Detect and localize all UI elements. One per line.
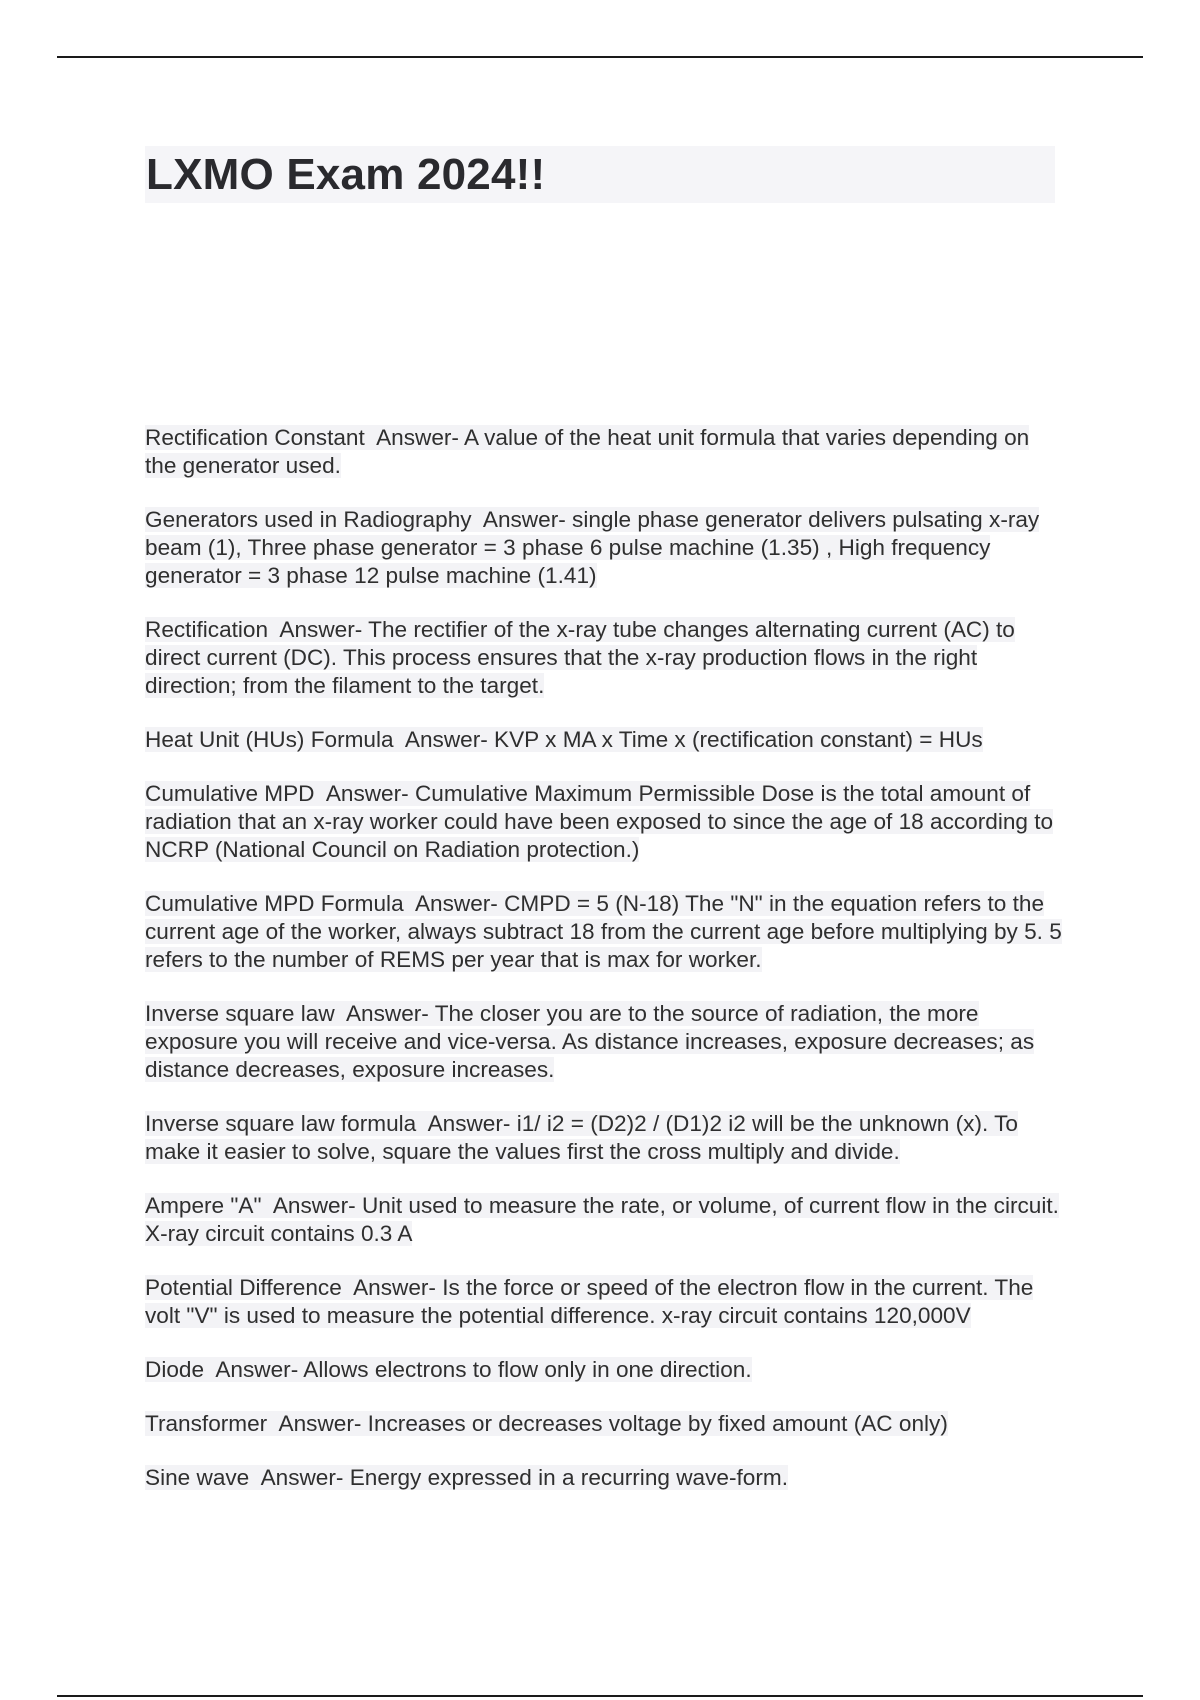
qa-item <box>145 780 1065 864</box>
qa-answer: single phase generator delivers pulsating x-ray beam (1), Three phase generator = 3 phase 6 pulse machine (1.35) , High frequency generator = 3 phase 12 pulse machine (1.41) <box>145 507 1040 588</box>
qa-answer: Increases or decreases voltage by fixed amount (AC only) <box>367 1411 948 1436</box>
answer-prefix: Answer- <box>325 781 409 806</box>
qa-term: Rectification <box>145 617 269 642</box>
qa-term: Rectification Constant <box>145 425 365 450</box>
qa-item <box>145 1192 1065 1248</box>
footer-rule <box>57 1695 1143 1697</box>
qa-term: Ampere "A" <box>145 1193 262 1218</box>
answer-prefix: Answer- <box>215 1357 299 1382</box>
qa-item <box>145 1000 1065 1084</box>
qa-item <box>145 1274 1065 1330</box>
answer-prefix: Answer- <box>278 1411 362 1436</box>
qa-term: Potential Difference <box>145 1275 342 1300</box>
qa-item <box>145 890 1065 974</box>
qa-item <box>145 726 1065 754</box>
qa-item <box>145 424 1065 480</box>
answer-prefix: Answer- <box>272 1193 356 1218</box>
answer-prefix: Answer- <box>404 727 488 752</box>
answer-prefix: Answer- <box>376 425 459 450</box>
qa-term: Heat Unit (HUs) Formula <box>145 727 394 752</box>
qa-answer: KVP x MA x Time x (rectification constant) = HUs <box>494 727 983 752</box>
qa-term: Sine wave <box>145 1465 250 1490</box>
answer-prefix: Answer- <box>482 507 566 532</box>
qa-term: Inverse square law formula <box>145 1111 417 1136</box>
qa-answer: i1/ i2 = (D2)2 / (D1)2 i2 will be the unknown (x). To make it easier to solve, square the values first the cross multiply and divide. <box>145 1111 1018 1164</box>
qa-item <box>145 506 1065 590</box>
qa-term: Transformer <box>145 1411 268 1436</box>
qa-term: Cumulative MPD <box>145 781 315 806</box>
qa-item <box>145 616 1065 700</box>
qa-list <box>145 424 1065 1518</box>
answer-prefix: Answer- <box>345 1001 429 1026</box>
qa-answer: Allows electrons to flow only in one direction. <box>303 1357 752 1382</box>
answer-prefix: Answer- <box>414 891 498 916</box>
answer-prefix: Answer- <box>260 1465 344 1490</box>
qa-item <box>145 1464 1065 1492</box>
qa-term: Diode <box>145 1357 205 1382</box>
qa-term: Inverse square law <box>145 1001 335 1026</box>
qa-item <box>145 1410 1065 1438</box>
qa-answer: Unit used to measure the rate, or volume, of current flow in the circuit. X-ray circuit contains 0.3 A <box>145 1193 1059 1246</box>
qa-item <box>145 1356 1065 1384</box>
header-rule <box>57 56 1143 58</box>
answer-prefix: Answer- <box>353 1275 436 1300</box>
qa-answer: CMPD = 5 (N-18) The "N" in the equation refers to the current age of the worker, always subtract 18 from the current age before multiplying by 5. 5 refers to the number of REMS per year that is max for worker. <box>145 891 1062 972</box>
answer-prefix: Answer- <box>427 1111 511 1136</box>
document-title: LXMO Exam 2024!! <box>146 150 546 199</box>
qa-answer: The closer you are to the source of radiation, the more exposure you will receive and vice-versa. As distance increases, exposure decreases; as distance decreases, exposure increases. <box>145 1001 1035 1082</box>
qa-term: Generators used in Radiography <box>145 507 472 532</box>
qa-answer: The rectifier of the x-ray tube changes alternating current (AC) to direct current (DC). This process ensures that the x-ray production flows in the right direction; from the filament to the target. <box>145 617 1015 698</box>
qa-answer: A value of the heat unit formula that varies depending on the generator used. <box>145 425 1030 478</box>
answer-prefix: Answer- <box>279 617 363 642</box>
qa-answer: Is the force or speed of the electron flow in the current. The volt "V" is used to measure the potential difference. x-ray circuit contains 120,000V <box>145 1275 1034 1328</box>
qa-answer: Cumulative Maximum Permissible Dose is the total amount of radiation that an x-ray worker could have been exposed to since the age of 18 according to NCRP (National Council on Radiation protection.) <box>145 781 1054 862</box>
qa-answer: Energy expressed in a recurring wave-form. <box>349 1465 788 1490</box>
qa-term: Cumulative MPD Formula <box>145 891 404 916</box>
qa-item <box>145 1110 1065 1166</box>
